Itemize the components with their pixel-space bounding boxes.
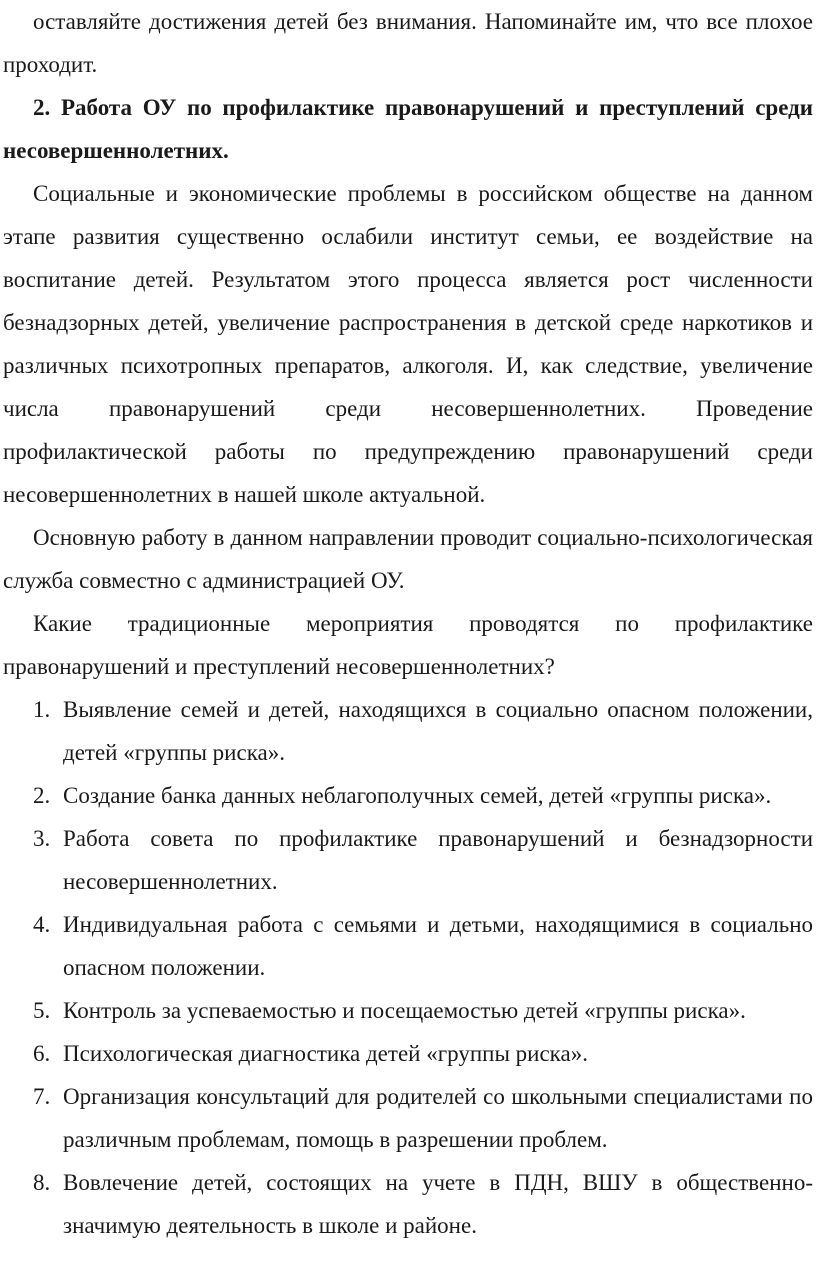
paragraph-social-problems: Социальные и экономические проблемы в российском обществе на данном этапе развития существенно ослабили институт семьи, ее воздействие на воспитание детей. Результатом этого процесса является рост численности безнадзорных детей, увеличение распространения в детской среде наркотиков и различных психотропных препаратов, алкоголя. И, как следствие, увеличение числа правонарушений среди несовершеннолетних. Проведение профилактической работы по предупреждению правонарушений среди несовершеннолетних в нашей школе актуальной.	[3, 181, 813, 507]
intro-paragraph-tail: оставляйте достижения детей без внимания. Напоминайте им, что все плохое проходит.	[3, 9, 813, 77]
list-item	[3, 688, 813, 774]
list-item	[3, 1075, 813, 1161]
list-item-text: Организация консультаций для родителей со школьными специалистами по различным проблемам, помощь в разрешении проблем.	[63, 1084, 813, 1152]
list-item	[3, 774, 813, 817]
list-item-text: Выявление семей и детей, находящихся в социально опасном положении, детей «группы риска».	[63, 697, 813, 765]
list-item-number: 4.	[33, 912, 51, 937]
list-item	[3, 817, 813, 903]
list-item-number: 1.	[33, 697, 51, 722]
list-item-number: 7.	[33, 1084, 51, 1109]
list-item-number: 3.	[33, 826, 51, 851]
list-item-text: Индивидуальная работа с семьями и детьми, находящимися в социально опасном положении.	[63, 912, 813, 980]
section-heading: 2. Работа ОУ по профилактике правонарушений и преступлений среди несовершеннолетних.	[3, 95, 813, 163]
list-item	[3, 903, 813, 989]
paragraph-question: Какие традиционные мероприятия проводятся по профилактике правонарушений и преступлений несовершеннолетних?	[3, 611, 813, 679]
list-item-number: 2.	[33, 783, 51, 808]
list-item-text: Психологическая диагностика детей «группы риска».	[63, 1041, 588, 1066]
measures-list	[3, 688, 813, 1247]
list-item-number: 5.	[33, 998, 51, 1023]
list-item-text: Создание банка данных неблагополучных семей, детей «группы риска».	[63, 783, 772, 808]
list-item	[3, 1161, 813, 1247]
list-item	[3, 1032, 813, 1075]
list-item	[3, 989, 813, 1032]
list-item-number: 8.	[33, 1170, 51, 1195]
list-item-text: Контроль за успеваемостью и посещаемостью детей «группы риска».	[63, 998, 746, 1023]
list-item-number: 6.	[33, 1041, 51, 1066]
paragraph-main-work: Основную работу в данном направлении проводит социально-психологическая служба совместно с администрацией ОУ.	[3, 525, 813, 593]
list-item-text: Работа совета по профилактике правонарушений и безнадзорности несовершеннолетних.	[63, 826, 813, 894]
list-item-text: Вовлечение детей, состоящих на учете в ПДН, ВШУ в общественно-значимую деятельность в школе и районе.	[63, 1170, 813, 1238]
